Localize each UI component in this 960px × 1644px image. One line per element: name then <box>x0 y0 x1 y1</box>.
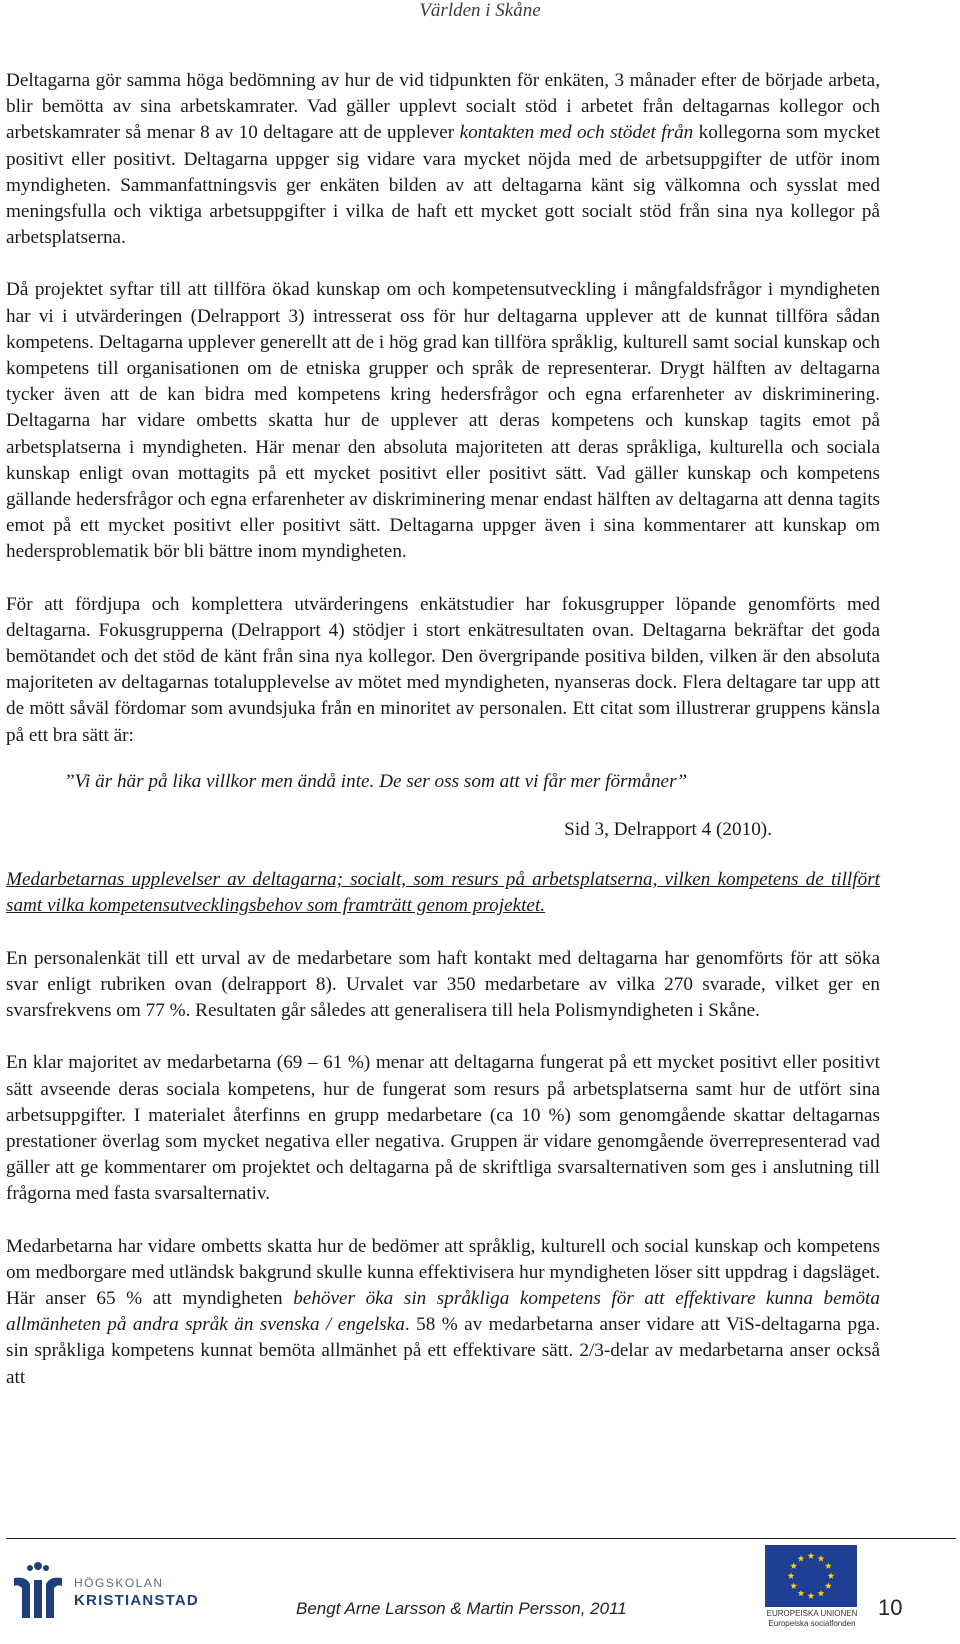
paragraph-1: Deltagarna gör samma höga bedömning av hur de vid tidpunkten för enkäten, 3 månader efter de började arbeta, blir bemötta av sina arbetskamrater. Vad gäller upplevt socialt stöd i arbetet från deltagarnas kollegor och arbetskamrater så menar 8 av 10 deltagare att de upplever kontakten med och stödet från kollegorna som mycket positivt eller positivt. Deltagarna uppger sig vidare vara mycket nöjda med de arbetsuppgifter de utför inom myndigheten. Sammanfattningsvis ger enkäten bilden av att deltagarna känt sig välkomna och sysslat med meningsfulla och viktiga arbetsuppgifter i vilka de haft ett mycket gott socialt stöd från sina nya kollegor på arbetsplatserna. <box>6 70 881 249</box>
paragraph-5: En klar majoritet av medarbetarna (69 – 61 %) menar att deltagarna fungerat på ett mycket positivt eller positivt sätt avseende deras sociala kompetens, hur de fungerat som resurs på arbetsplatserna samt hur de utfört sina arbetsuppgifter. I materialet återfinns en grupp medarbetare (ca 10 %) som genomgående skattar deltagarnas prestationer överlag som mycket negativa eller negativa. Gruppen är vidare genomgående överrepresenterad vad gäller att ge kommentarer om projektet och deltagarna på de skriftliga svarsalternativen som ges i anslutning till frågorna med fasta svarsalternativ. <box>6 1052 880 1205</box>
paragraph-6: Medarbetarna har vidare ombetts skatta hur de bedömer att språklig, kulturell och social kunskap och kompetens om medborgare med utländsk bakgrund skulle kunna effektivisera hur myndigheten löser sitt uppdrag i dagsläget. Här anser 65 % att myndigheten behöver öka sin språkliga kompetens för att effektivare kunna bemöta allmänheten på andra språk än svenska / engelska. 58 % av medarbetarna anser vidare att ViS-deltagarna pga. sin språkliga kompetens kunnat bemöta allmänhet på ett effektivare sätt. 2/3-delar av medarbetarna anser också att <box>6 1235 880 1388</box>
hogskolan-kristianstad-logo <box>8 1558 198 1622</box>
paragraph-2: Då projektet syftar till att tillföra ökad kunskap om och kompetensutveckling i mångfaldsfrågor i myndigheten har vi i utvärderingen (Delrapport 3) intresserat oss för hur deltagarna upplever att de kunnat tillföra sådan kompetens. Deltagarna upplever generellt att de i hög grad kan tillföra språklig, kulturell samt social kunskap och kompetens till organisationen om de etniska grupper och språk de representerar. Drygt hälften av deltagarna tycker även att de kan bidra med kompetens kring hedersfrågor och egna erfarenheter av diskriminering. Deltagarna har vidare ombetts skatta hur de upplever att deras kompetens och kunskap tagits emot på arbetsplatserna i myndigheten. Här menar den absoluta majoriteten att deras språkliga, kulturella och sociala kunskap enligt ovan mottagits på ett mycket positivt eller positivt sätt. Vad gäller kunskap och kompetens gällande hedersfrågor och egna erfarenheter av diskriminering menar endast hälften av deltagarna att denna tagits emot på ett mycket positivt eller positivt sätt. Deltagarna uppger även i sina kommentarer att kunskap om hedersproblematik bör bli bättre inom myndigheten. <box>6 279 880 563</box>
logo-line-1: HÖGSKOLAN <box>74 1576 164 1590</box>
quote-source: Sid 3, Delrapport 4 (2010). <box>564 819 772 841</box>
quote: ”Vi är här på lika villkor men ändå inte. De ser oss som att vi får mer förmåner” <box>64 770 688 792</box>
eu-caption: EUROPEISKA UNIONEN Europeiska socialfonden <box>766 1609 858 1628</box>
running-header: Världen i Skåne <box>419 0 541 21</box>
eu-flag-icon <box>765 1545 857 1607</box>
hkr-emblem-icon <box>8 1558 68 1622</box>
logo-line-2: KRISTIANSTAD <box>74 1592 199 1609</box>
section-heading: Medarbetarnas upplevelser av deltagarna; socialt, som resurs på arbetsplatserna, vilken kompetens de tillfört samt vilka kompetensutvecklingsbehov som framträtt genom projektet. <box>6 869 880 917</box>
document-body <box>6 68 880 1391</box>
paragraph-3: För att fördjupa och komplettera utvärderingens enkätstudier har fokusgrupper löpande genomförts med deltagarna. Fokusgrupperna (Delrapport 4) stödjer i stort enkätresultaten ovan. Deltagarna bekräftar det goda bemötandet och det stöd de känt från sina nya kollegor. Den övergripande positiva bilden, vilken är den absoluta majoriteten av deltagarnas totalupplevelse av mötet med myndigheten, nyanseras dock. Flera deltagare tar upp att de mött såväl fördomar som avundsjuka från en minoritet av personalen. Ett citat som illustrerar gruppens känsla på ett bra sätt är: <box>6 593 880 746</box>
page-number: 10 <box>878 1595 903 1620</box>
footer-divider <box>6 1538 956 1539</box>
footer-authors: Bengt Arne Larsson & Martin Persson, 2011 <box>296 1599 627 1618</box>
paragraph-4: En personalenkät till ett urval av de medarbetare som haft kontakt med deltagarna har genomförts för att söka svar enligt rubriken ovan (delrapport 8). Urvalet var 350 medarbetare av vilka 270 svarade, vilket ger en svarsfrekvens om 77 %. Resultaten går således att generalisera till hela Polismyndigheten i Skåne. <box>6 947 880 1022</box>
